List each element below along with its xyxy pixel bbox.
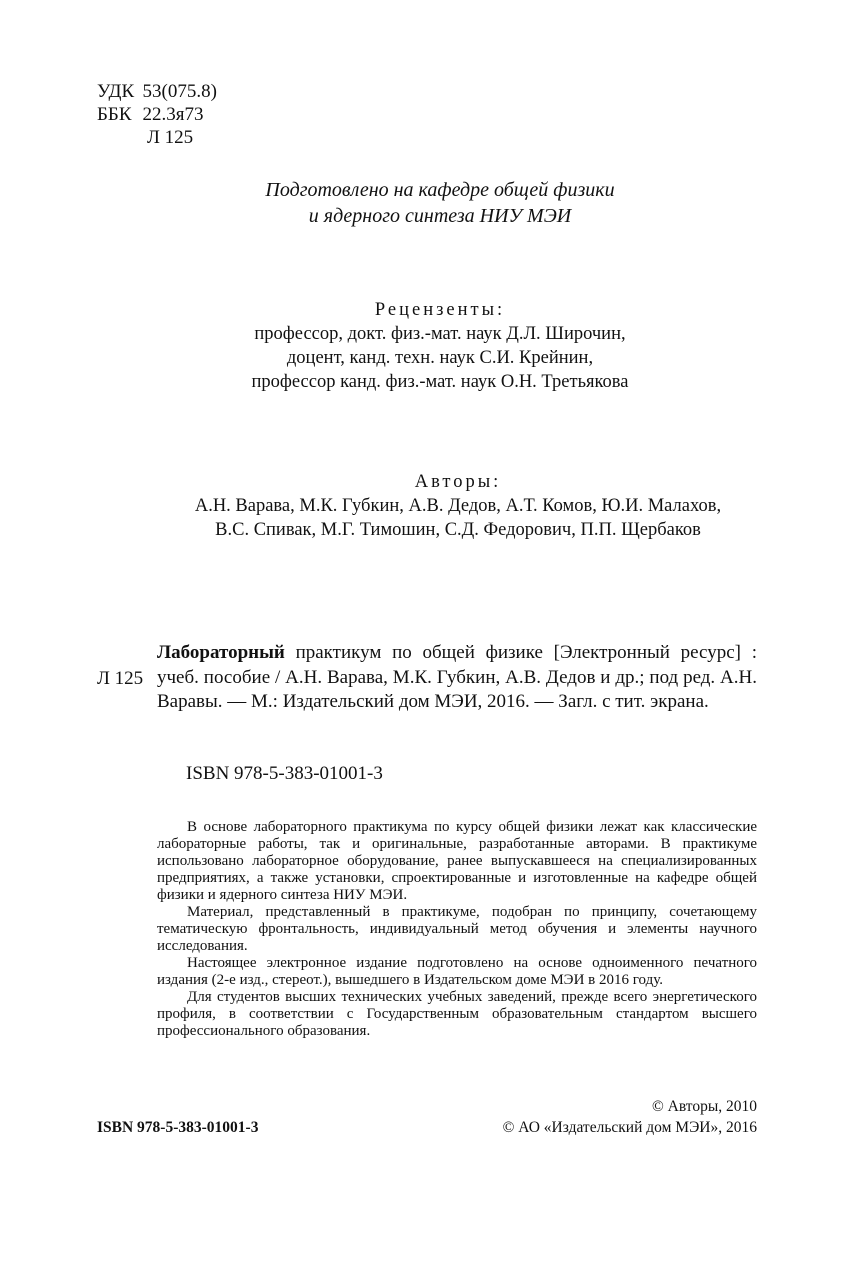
isbn-main: ISBN 978-5-383-01001-3 xyxy=(186,763,383,784)
abstract-paragraph: Материал, представленный в практикуме, подобран по принципу, сочетающему тематическую фронтальность, индивидуальный метод обучения и элементы научного исследования. xyxy=(157,904,757,954)
bbk-value: 22.3я73 xyxy=(142,104,204,125)
udk-label: УДК xyxy=(97,81,135,102)
prepared-line-1: Подготовлено на кафедре общей физики xyxy=(265,179,615,201)
author-mark: Л 125 xyxy=(147,127,194,148)
reviewers-heading: Рецензенты: xyxy=(374,300,506,320)
classification-block xyxy=(97,80,217,149)
bbk-label: ББК xyxy=(97,104,132,125)
prepared-line-2: и ядерного синтеза НИУ МЭИ xyxy=(308,205,572,227)
copyright-authors: © Авторы, 2010 xyxy=(651,1098,757,1115)
udk-row xyxy=(97,80,217,103)
reviewer-item: профессор канд. физ.-мат. наук О.Н. Третьякова xyxy=(251,372,629,392)
authors-line-1: А.Н. Варава, М.К. Губкин, А.В. Дедов, А.Т. Комов, Ю.И. Малахов, xyxy=(194,496,722,516)
bbk-row xyxy=(97,103,217,126)
prepared-note xyxy=(160,177,720,229)
abstract-paragraph: Настоящее электронное издание подготовлено на основе одноименного печатного издания (2-е изд., стереот.), вышедшего в Издательском доме МЭИ в 2016 году. xyxy=(157,955,757,988)
author-mark-row xyxy=(97,126,217,149)
reviewers-block xyxy=(160,298,720,394)
udk-value: 53(075.8) xyxy=(142,81,217,102)
reviewer-item: профессор, докт. физ.-мат. наук Д.Л. Широчин, xyxy=(254,324,626,344)
abstract-paragraph: В основе лабораторного практикума по курсу общей физики лежат как классические лабораторные работы, так и оригинальные, разработанные авторами. В практикуме использовано лабораторное оборудование, ранее выпускавшееся на специализированных предприятиях, а также установки, спроектированные и изготовленные на кафедре общей физики и ядерного синтеза НИУ МЭИ. xyxy=(157,819,757,903)
reviewer-item: доцент, канд. техн. наук С.И. Крейнин, xyxy=(286,348,594,368)
library-description-text: практикум по общей физике [Электронный ресурс] : учеб. пособие / А.Н. Варава, М.К. Губкин, А.В. Дедов и др.; под ред. А.Н. Варавы. — М.: Издательский дом МЭИ, 2016. — Загл. с тит. экрана. xyxy=(157,642,757,712)
library-description xyxy=(157,641,757,715)
copyright-publisher: © АО «Издательский дом МЭИ», 2016 xyxy=(502,1119,757,1136)
abstract-paragraph: Для студентов высших технических учебных заведений, прежде всего энергетического профиля, в соответствии с Государственным образовательным стандартом высшего профессионального образования. xyxy=(157,989,757,1039)
authors-heading: Авторы: xyxy=(414,472,502,492)
authors-block xyxy=(120,470,796,542)
abstract-block xyxy=(157,819,757,1040)
authors-line-2: В.С. Спивак, М.Г. Тимошин, С.Д. Федорович, П.П. Щербаков xyxy=(215,520,701,540)
copyright-block xyxy=(503,1096,757,1138)
library-title-bold: Лабораторный xyxy=(157,642,285,663)
isbn-footer: ISBN 978-5-383-01001-3 xyxy=(97,1119,259,1136)
library-code: Л 125 xyxy=(97,668,144,689)
